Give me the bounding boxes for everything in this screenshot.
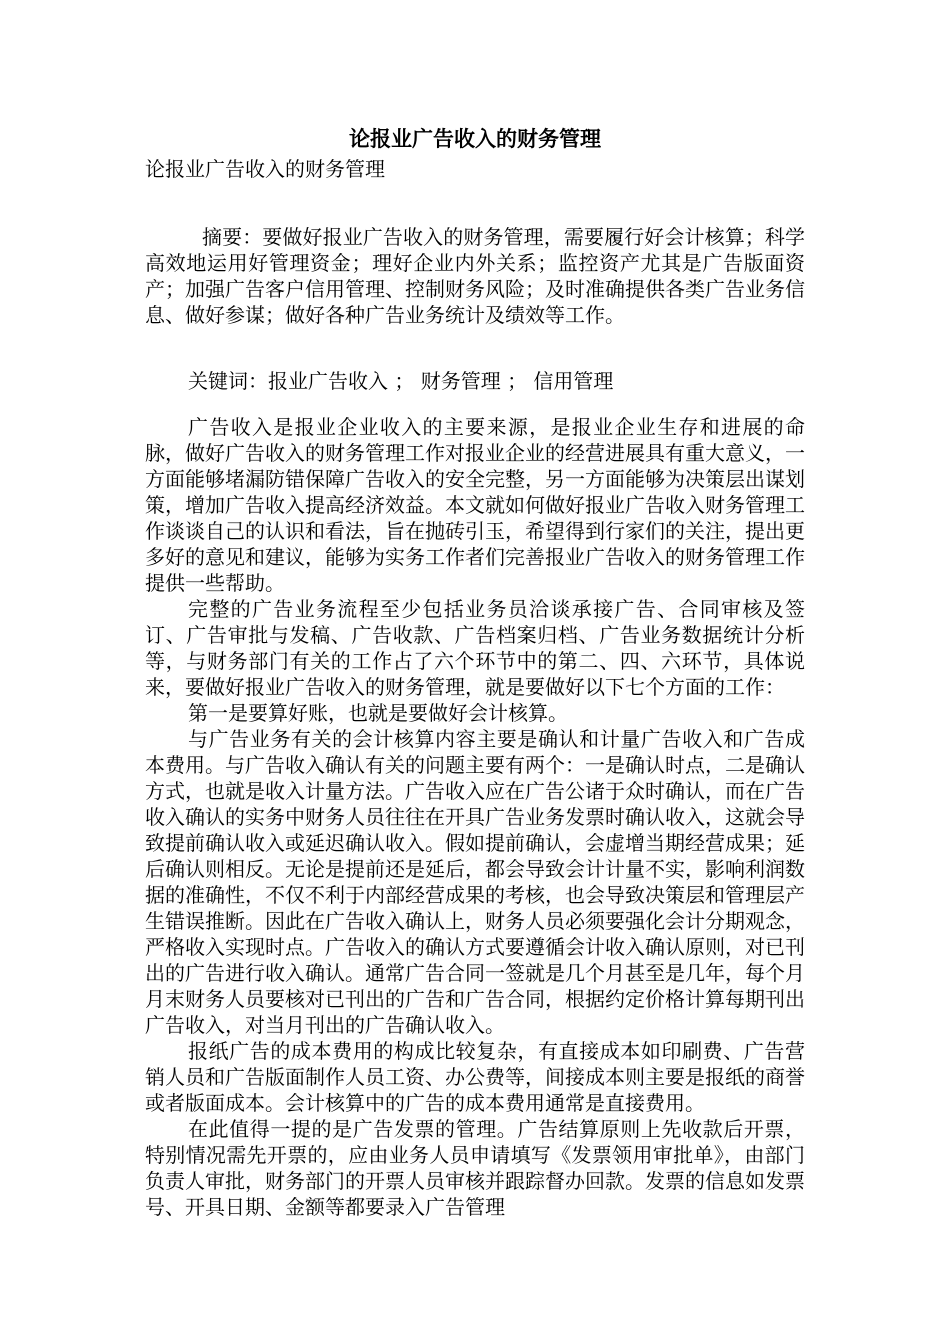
body-paragraph: 报纸广告的成本费用的构成比较复杂，有直接成本如印刷费、广告营销人员和广告版面制作人员工资、办公费等，间接成本则主要是报纸的商誉或者版面成本。会计核算中的广告的成本费用通常是直接费用。 xyxy=(145,1039,805,1115)
keywords-line: 关键词：报业广告收入 ； 财务管理 ； 信用管理 xyxy=(188,369,614,393)
body-text xyxy=(145,414,805,1220)
body-paragraph: 广告收入是报业企业收入的主要来源，是报业企业生存和进展的命脉，做好广告收入的财务管理工作对报业企业的经营进展具有重大意义，一方面能够堵漏防错保障广告收入的安全完整，另一方面能够为决策层出谋划策，增加广告收入提高经济效益。本文就如何做好报业广告收入财务管理工作谈谈自己的认识和看法，旨在抛砖引玉，希望得到行家们的关注，提出更多好的意见和建议，能够为实务工作者们完善报业广告收入的财务管理工作提供一些帮助。 xyxy=(145,415,805,595)
body-paragraph: 第一是要算好账，也就是要做好会计核算。 xyxy=(188,701,568,725)
document-title: 论报业广告收入的财务管理 xyxy=(349,126,601,151)
body-paragraph: 与广告业务有关的会计核算内容主要是确认和计量广告收入和广告成本费用。与广告收入确认有关的问题主要有两个：一是确认时点，二是确认方式，也就是收入计量方法。广告收入应在广告公诸于众时确认，而在广告收入确认的实务中财务人员往往在开具广告业务发票时确认收入，这就会导致提前确认收入或延迟确认收入。假如提前确认，会虚增当期经营成果；延后确认则相反。无论是提前还是延后，都会导致会计计量不实，影响利润数据的准确性，不仅不利于内部经营成果的考核，也会导致决策层和管理层产生错误推断。因此在广告收入确认上，财务人员必须要强化会计分期观念，严格收入实现时点。广告收入的确认方式要遵循会计收入确认原则，对已刊出的广告进行收入确认。通常广告合同一签就是几个月甚至是几年，每个月月末财务人员要核对已刊出的广告和广告合同，根据约定价格计算每期刊出广告收入，对当月刊出的广告确认收入。 xyxy=(145,727,805,1037)
document-subtitle: 论报业广告收入的财务管理 xyxy=(145,157,385,181)
abstract-paragraph: 摘要：要做好报业广告收入的财务管理，需要履行好会计核算；科学高效地运用好管理资金；理好企业内外关系；监控资产尤其是广告版面资产；加强广告客户信用管理、控制财务风险；及时准确提供各类广告业务信息、做好参谋；做好各种广告业务统计及绩效等工作。 xyxy=(145,225,805,327)
body-paragraph: 完整的广告业务流程至少包括业务员洽谈承接广告、合同审核及签订、广告审批与发稿、广告收款、广告档案归档、广告业务数据统计分析等，与财务部门有关的工作占了六个环节中的第二、四、六环节，具体说来，要做好报业广告收入的财务管理，就是要做好以下七个方面的工作： xyxy=(145,597,805,699)
body-paragraph: 在此值得一提的是广告发票的管理。广告结算原则上先收款后开票，特别情况需先开票的，应由业务人员申请填写《发票领用审批单》，由部门负责人审批，财务部门的开票人员审核并跟踪督办回款。发票的信息如发票号、开具日期、金额等都要录入广告管理 xyxy=(145,1117,805,1219)
document-page xyxy=(145,120,805,1220)
